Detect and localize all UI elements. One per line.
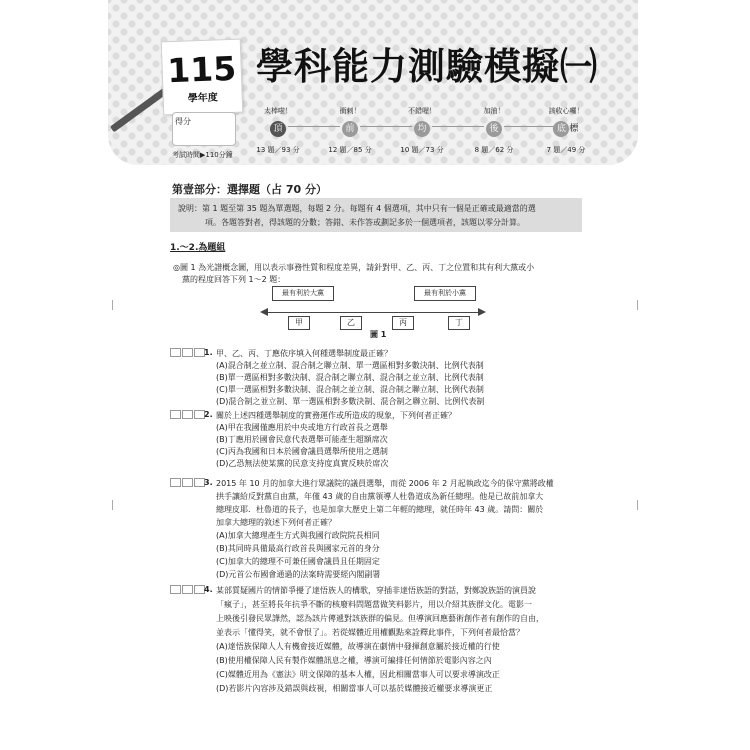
- question-number: 4.: [204, 585, 213, 594]
- question-line: (B)其同時具備最高行政首長與國家元首的身分: [216, 544, 380, 553]
- step-cheer: 該收心囉！: [548, 107, 584, 115]
- question-line: 加拿大總理的敘述下列何者正確？: [216, 518, 336, 527]
- figure-cell: 乙: [340, 316, 362, 330]
- question-line: (C)單一選區相對多數決制、混合制之並立制、混合制之聯立制、比例代表制: [216, 385, 484, 394]
- step-cheer: 不錯喔！: [408, 107, 436, 115]
- question-line: (C)媒體近用為《憲法》明文保障的基本人權，因此相關當事人可以要求導演改正: [216, 670, 500, 679]
- question-stem: 2015 年 10 月的加拿大進行眾議院的議員選舉，而從 2006 年 2 月起執政迄今的保守黨將政權: [216, 479, 554, 488]
- question-group-title: 1.～2.為題組: [170, 243, 226, 253]
- answer-box: [182, 585, 193, 594]
- question-line: (B)使用權保障人民有製作媒體訊息之權，導演可編排任何情節於電影內容之內: [216, 656, 492, 665]
- question-line: 「瘋子」，甚至將長年抗爭不斷的核廢料問題當做笑料影片，用以介紹其族群文化。電影一: [216, 600, 532, 609]
- question-line: 上映後引發民眾譁然，認為該片傳遞對該族群的偏見。但導演回應藝術創作者有創作的自由，: [216, 614, 544, 623]
- year-note-card: [161, 39, 244, 116]
- step-char: 頂: [270, 121, 286, 137]
- figure-caption: 圖 1: [370, 330, 387, 339]
- step-back-level: [464, 106, 524, 155]
- step-score: 8 題／62 分: [474, 146, 514, 154]
- figure-cell: 甲: [288, 316, 310, 330]
- score-steps: [252, 106, 604, 156]
- arrow-right-icon: [478, 308, 486, 316]
- step-char: 前: [342, 121, 358, 137]
- step-top-level: [248, 106, 308, 155]
- exam-time: 考試時間▶110分鐘: [172, 151, 233, 159]
- question-line: (B)單一選區相對多數決制、混合制之聯立制、混合制之並立制、比例代表制: [216, 373, 484, 382]
- question-line: 總理皮耶．杜魯道的長子，也是加拿大歷史上第二年輕的總理，就任時年 43 歲。請問：關於: [216, 505, 544, 514]
- answer-box: [170, 478, 181, 487]
- question-line: 並表示「懂得笑，就不會恨了」。若從媒體近用權觀點來詮釋此事件，下列何者最恰當？: [216, 628, 524, 637]
- figure-cell: 丙: [392, 316, 414, 330]
- spectrum-axis: [262, 312, 484, 313]
- answer-box: [182, 348, 193, 357]
- question-line: (A)達悟族保障人人有機會接近媒體，故導演在劇情中發揮創意屬於接近權的行使: [216, 642, 500, 651]
- answer-boxes: [170, 585, 206, 594]
- step-score: 10 題／73 分: [400, 146, 444, 154]
- figure-cell: 丁: [448, 316, 470, 330]
- page-title: 學科能力測驗模擬㈠: [256, 45, 598, 88]
- group-intro: 黨的程度回答下列 1～2 題：: [182, 275, 286, 284]
- question-line: (D)元首公布國會通過的法案時需要經內閣副署: [216, 570, 381, 579]
- step-front-level: [320, 106, 380, 155]
- step-score: 12 題／85 分: [328, 146, 372, 154]
- instructions-line: 項。各題答對者，得該題的分數；答錯、未作答或劃記多於一個選項者，該題以零分計算。: [205, 218, 525, 227]
- question-stem: 甲、乙、丙、丁應依序填入何種選舉制度最正確？: [216, 349, 392, 358]
- margin-mark: [637, 300, 638, 310]
- question-stem: 關於上述四種選舉制度的實務運作或所造成的現象，下列何者正確？: [216, 411, 456, 420]
- step-score: 13 題／93 分: [256, 146, 300, 154]
- question-line: (D)若影片內容涉及錯誤與歧視，相關當事人可以基於媒體接近權要求導演更正: [216, 684, 493, 693]
- year-label: 學年度: [187, 92, 218, 105]
- step-char: 底: [553, 121, 569, 137]
- question-number: 3.: [204, 478, 213, 487]
- question-line: (D)乙恐無法使某黨的民意支持度真實反映於席次: [216, 459, 389, 468]
- question-line: (D)混合制之並立制、單一選區相對多數決制、混合制之聯立制、比例代表制: [216, 397, 485, 406]
- question-number: 1.: [204, 348, 213, 357]
- year-number: 115: [166, 48, 237, 91]
- step-suffix: 標: [569, 124, 579, 134]
- section-title: 第壹部分：選擇題（占 70 分）: [172, 183, 327, 196]
- question-line: (A)混合制之並立制、混合制之聯立制、單一選區相對多數決制、比例代表制: [216, 361, 484, 370]
- answer-boxes: [170, 348, 206, 357]
- question-stem: 某部質疑國片的情節爭擾了達悟族人的構歌，穿插非達悟族語的對話，對鄭說族語的演員說: [216, 586, 536, 595]
- arrow-left-icon: [260, 308, 268, 316]
- question-line: (A)加拿大總理產生方式與我國行政院院長相同: [216, 531, 380, 540]
- step-cheer: 加油！: [483, 107, 505, 115]
- margin-mark: [112, 300, 113, 310]
- score-label: 得分: [175, 117, 191, 126]
- answer-box: [182, 410, 193, 419]
- question-line: (C)丙為我國和日本於國會議員選舉所使用之選制: [216, 447, 388, 456]
- margin-mark: [637, 500, 638, 510]
- answer-box: [170, 348, 181, 357]
- step-char: 均: [414, 121, 430, 137]
- instructions-line: 說明：第 1 題至第 35 題為單選題，每題 2 分。每題有 4 個選項，其中只有一個是正確或最適當的選: [178, 204, 536, 213]
- answer-box: [170, 410, 181, 419]
- step-average-level: [392, 106, 452, 155]
- question-line: (C)加拿大的總理不可兼任國會議員且任期固定: [216, 557, 380, 566]
- question-line: (A)甲在我國僅應用於中央或地方行政首長之選舉: [216, 423, 388, 432]
- margin-mark: [112, 500, 113, 510]
- answer-boxes: [170, 410, 206, 419]
- step-cheer: 衝刺！: [339, 107, 361, 115]
- instructions-box: [170, 198, 582, 232]
- answer-box: [170, 585, 181, 594]
- answer-boxes: [170, 478, 206, 487]
- group-intro: ◎圖 1 為光譜概念圖，用以表示事務性質和程度差異，請針對甲、乙、丙、丁之位置和其有利大黨或小: [173, 263, 535, 272]
- step-score: 7 題／49 分: [546, 146, 586, 154]
- answer-box: [182, 478, 193, 487]
- step-char: 後: [486, 121, 502, 137]
- question-line: (B)丁應用於國會民意代表選舉可能產生超額席次: [216, 435, 388, 444]
- step-bottom-level: [536, 106, 596, 155]
- figure-left-label: 最有利於大黨: [272, 286, 334, 301]
- question-number: 2.: [204, 410, 213, 419]
- step-cheer: 太棒啦！: [264, 107, 292, 115]
- figure-right-label: 最有利於小黨: [414, 286, 476, 301]
- question-line: 拱手讓給反對黨自由黨，年僅 43 歲的自由黨領導人杜魯道成為新任總理。他是已故前加拿大: [216, 492, 544, 501]
